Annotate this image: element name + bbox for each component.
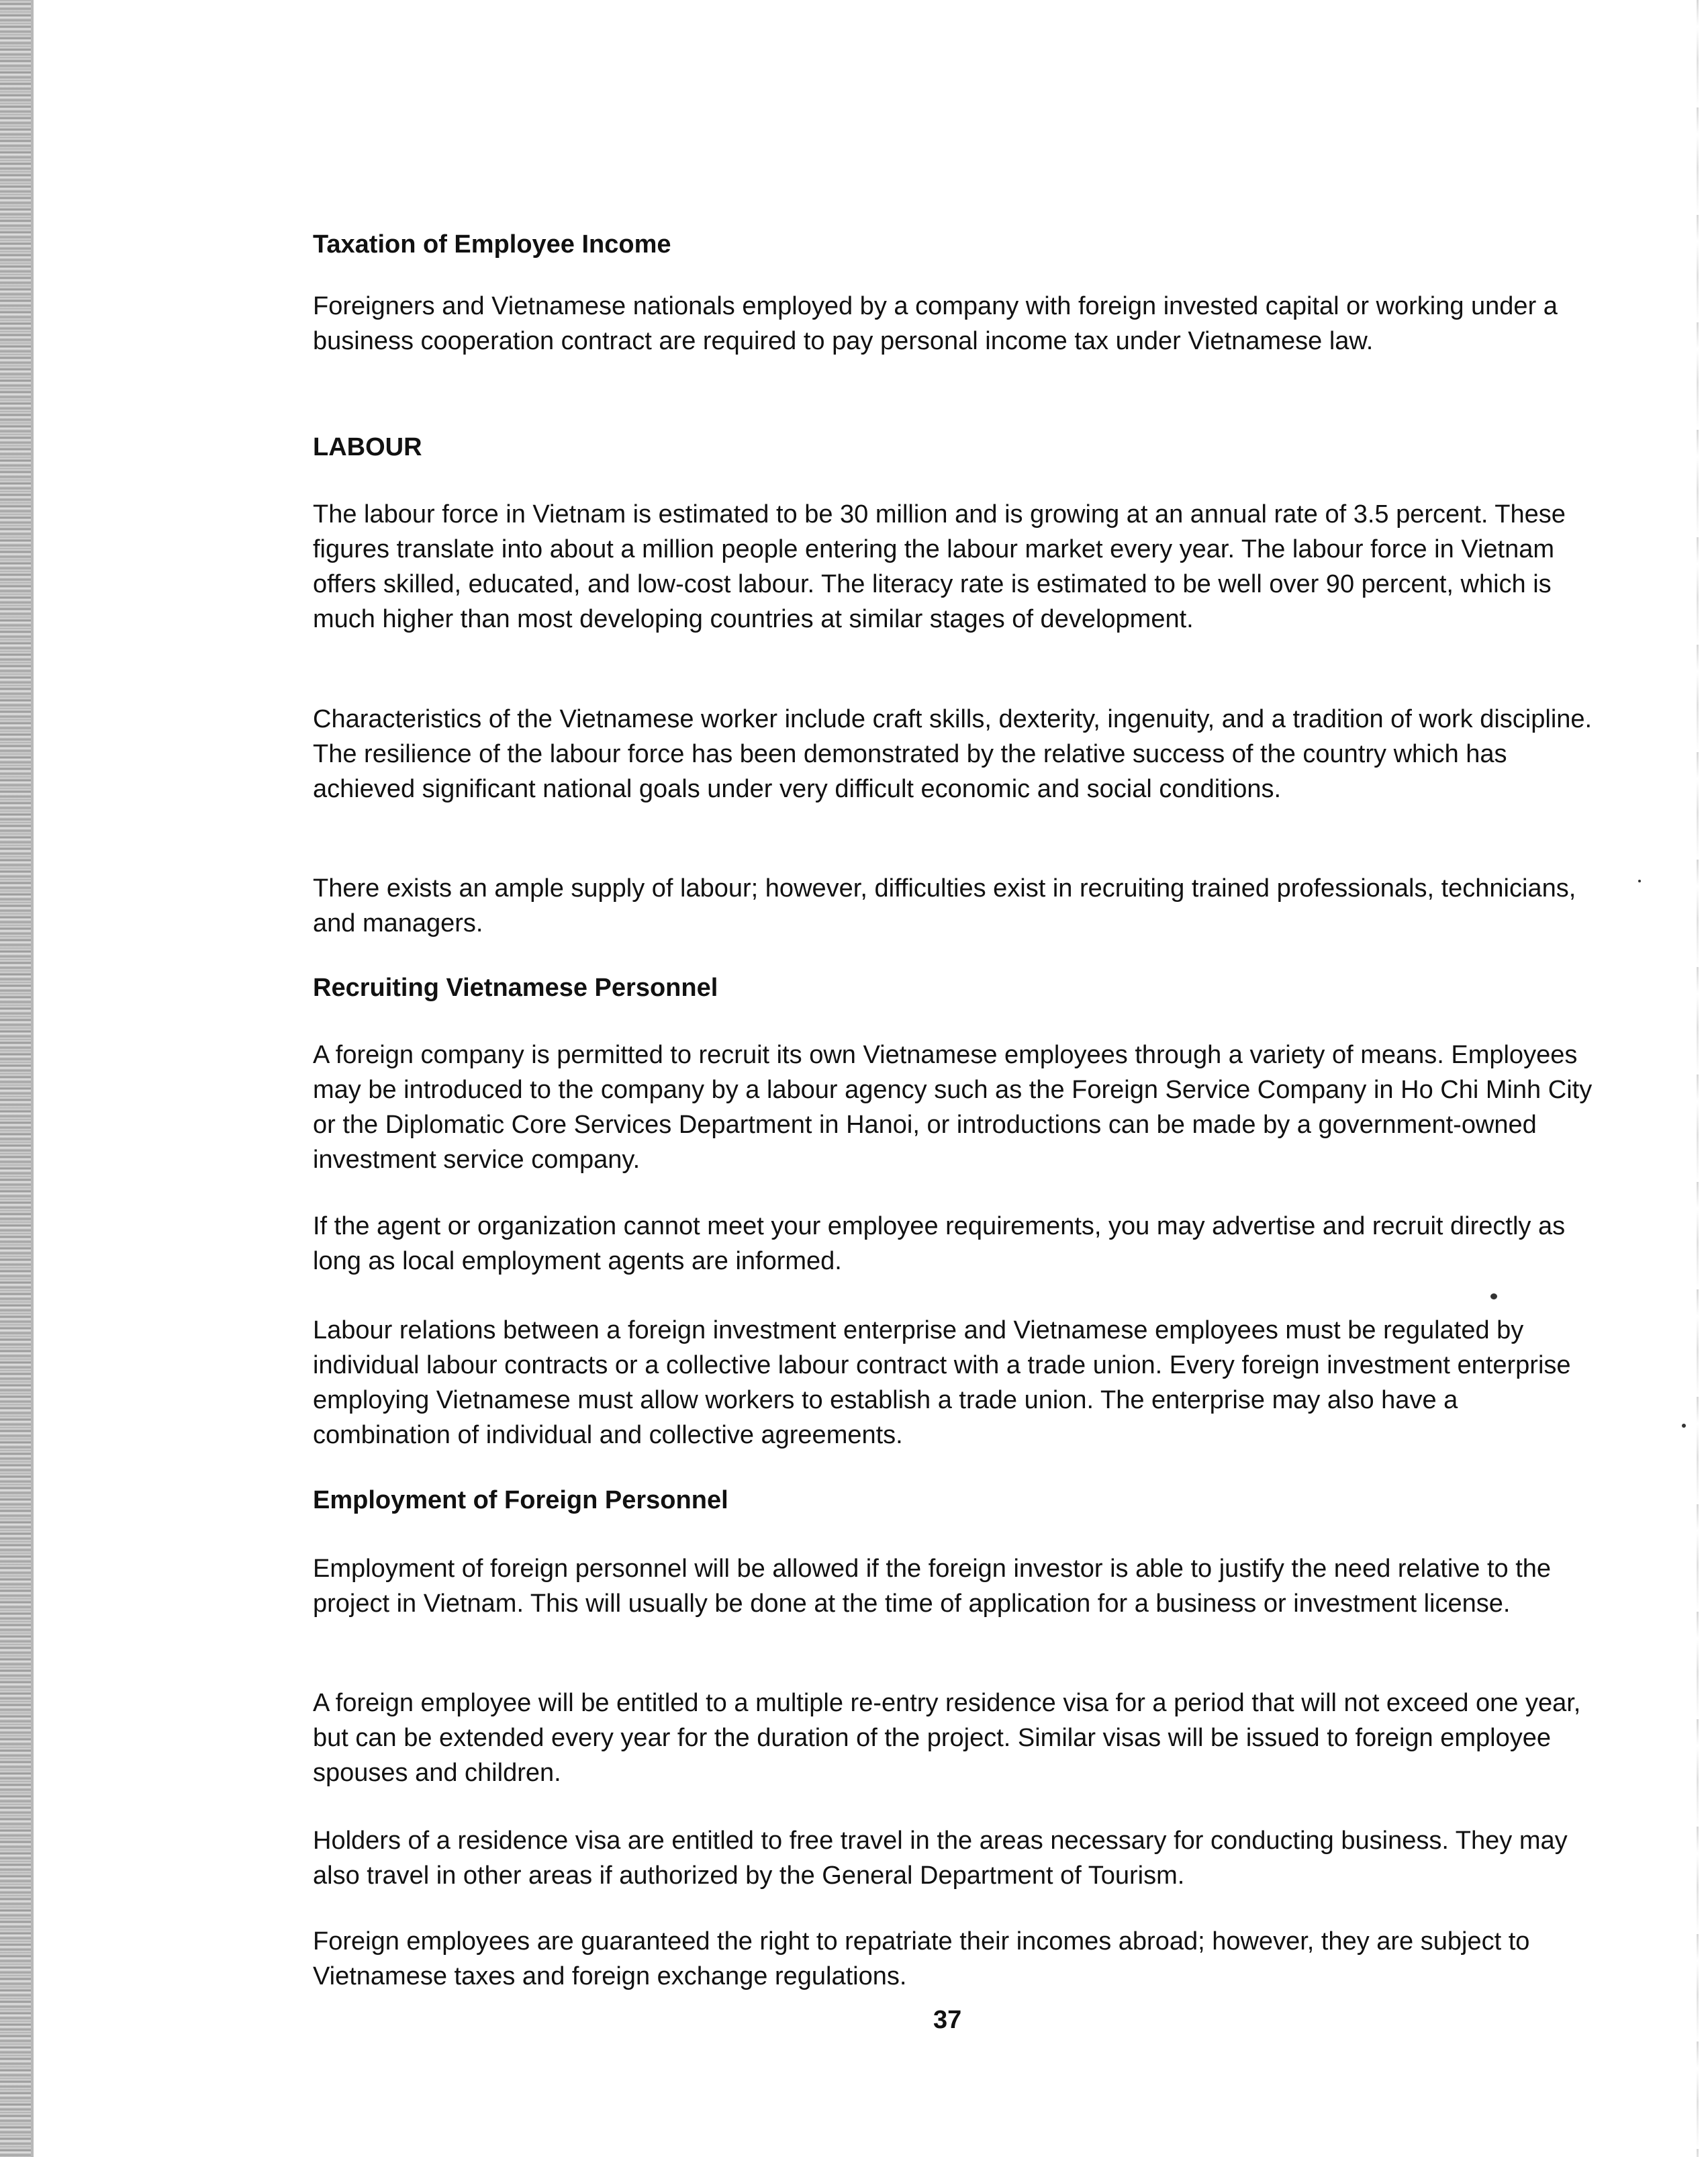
section-employment [313, 1483, 1602, 1518]
section-heading: Recruiting Vietnamese Personnel [313, 974, 718, 1002]
paragraph [313, 871, 1602, 941]
paragraph-text: The labour force in Vietnam is estimated to be 30 million and is growing at an annual rate of 3.5 percent. These figures translate into about a million people entering the labour market every year. The labour force in Vietnam offers skilled, educated, and low-cost labour. The literacy rate is estimated to be well over 90 percent, which is much higher than most developing countries at similar stages of development. [313, 500, 1566, 633]
section-recruiting [313, 970, 1602, 1005]
paragraph-text: Holders of a residence visa are entitled to free travel in the areas necessary for conducting business. They may also travel in other areas if authorized by the General Department of Tourism. [313, 1827, 1568, 1890]
section-taxation [313, 227, 1602, 262]
paragraph-text: A foreign employee will be entitled to a multiple re-entry residence visa for a period that will not exceed one year, but can be extended every year for the duration of the project. Similar visas will be issued to foreign employee spouses and children. [313, 1689, 1581, 1787]
paragraph-text: A foreign company is permitted to recruit its own Vietnamese employees through a variety of means. Employees may be introduced to the company by a labour agency such as the Foreign Service Company in Ho Chi Minh City or the Diplomatic Core Services Department in Hanoi, or introductions can be made by a government-owned investment service company. [313, 1041, 1593, 1174]
paragraph [313, 1924, 1602, 1994]
paragraph-text: Foreign employees are guaranteed the right to repatriate their incomes abroad; however, they are subject to Vietnamese taxes and foreign exchange regulations. [313, 1927, 1530, 1990]
scan-speck [1638, 880, 1641, 882]
section-heading: Employment of Foreign Personnel [313, 1486, 728, 1514]
paragraph-text: There exists an ample supply of labour; however, difficulties exist in recruiting trained professionals, technicians, and managers. [313, 874, 1576, 937]
page-number: 37 [933, 2006, 962, 2034]
paragraph-text: Characteristics of the Vietnamese worker include craft skills, dexterity, ingenuity, and a tradition of work discipline. The resilience of the labour force has been demonstrated by the relative success of the country which has achieved significant national goals under very difficult economic and social conditions. [313, 705, 1593, 803]
paragraph [313, 702, 1602, 807]
paragraph [313, 289, 1602, 359]
section-labour [313, 430, 1602, 465]
paragraph [313, 1686, 1602, 1790]
paragraph-text: If the agent or organization cannot meet your employee requirements, you may advertise and recruit directly as long as local employment agents are informed. [313, 1212, 1566, 1275]
scan-edge-left [0, 0, 31, 2157]
paragraph-text: Employment of foreign personnel will be allowed if the foreign investor is able to justify the need relative to the project in Vietnam. This will usually be done at the time of application for a business or investment license. [313, 1555, 1552, 1618]
scan-speck [1490, 1293, 1497, 1299]
paragraph [313, 497, 1602, 637]
paragraph [313, 1551, 1602, 1621]
paragraph [313, 1209, 1602, 1279]
section-heading: LABOUR [313, 433, 422, 461]
scan-speck [1682, 1424, 1686, 1428]
paragraph-text: Labour relations between a foreign investment enterprise and Vietnamese employees must be regulated by individual labour contracts or a collective labour contract with a trade union. Every foreign investment enterprise employing Vietnamese must allow workers to establish a trade union. The enterprise may also have a combination of individual and collective agreements. [313, 1316, 1571, 1449]
paragraph-text: Foreigners and Vietnamese nationals employed by a company with foreign invested capital or working under a business cooperation contract are required to pay personal income tax under Vietnamese law. [313, 292, 1558, 355]
paragraph [313, 1038, 1602, 1177]
section-heading: Taxation of Employee Income [313, 230, 671, 259]
paragraph [313, 1313, 1602, 1453]
scan-edge-right [1697, 0, 1699, 2157]
paragraph [313, 1823, 1602, 1893]
